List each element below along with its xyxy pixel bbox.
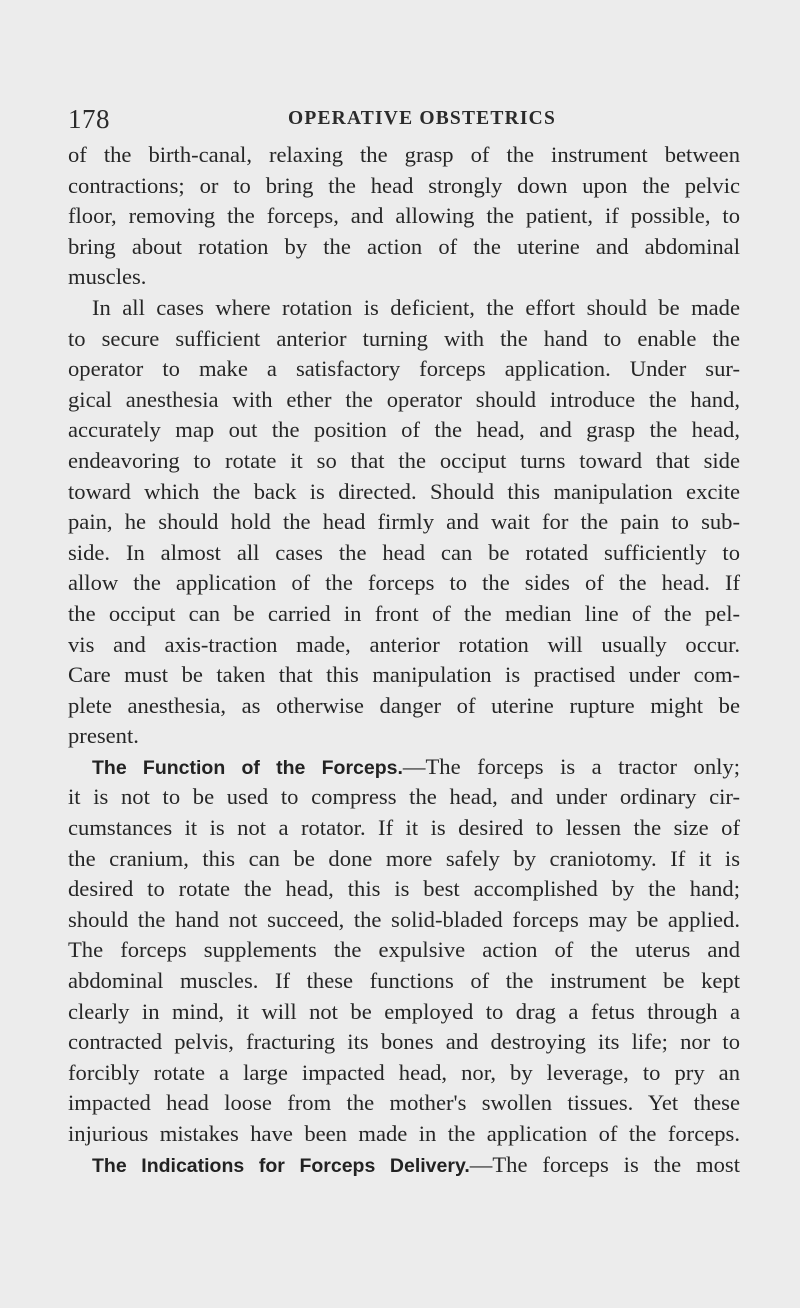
text-line xyxy=(68,324,740,355)
text-line xyxy=(68,262,740,293)
text-line xyxy=(68,293,740,324)
text-line xyxy=(68,354,740,385)
text-line xyxy=(68,1027,740,1058)
line-text: contracted pelvis, fracturing its bones and destroying its life; nor to xyxy=(68,1029,740,1055)
text-line xyxy=(68,935,740,966)
line-text: endeavoring to rotate it so that the occiput turns toward that side xyxy=(68,447,740,473)
line-text: should the hand not succeed, the solid-bladed forceps may be applied. xyxy=(68,906,740,932)
line-text: the occiput can be carried in front of the median line of the pel- xyxy=(68,600,740,626)
text-line xyxy=(68,568,740,599)
line-text: the cranium, this can be done more safely by craniotomy. If it is xyxy=(68,845,740,871)
line-text: forcibly rotate a large impacted head, nor, by leverage, to pry an xyxy=(68,1059,740,1085)
line-text: plete anesthesia, as otherwise danger of uterine rupture might be xyxy=(68,692,740,718)
section-heading: The Indications for Forceps Delivery. xyxy=(92,1154,470,1177)
line-text: vis and axis-traction made, anterior rotation will usually occur. xyxy=(68,631,740,657)
text-line xyxy=(68,446,740,477)
text-line xyxy=(68,385,740,416)
text-line xyxy=(68,1058,740,1089)
line-text: The forceps supplements the expulsive action of the uterus and xyxy=(68,937,740,963)
line-text: Care must be taken that this manipulation is practised under com- xyxy=(68,662,740,688)
line-text: to secure sufficient anterior turning with the hand to enable the xyxy=(68,325,740,351)
line-text: impacted head loose from the mother's swollen tissues. Yet these xyxy=(68,1090,740,1116)
text-line xyxy=(68,721,740,752)
line-text: present. xyxy=(68,723,139,749)
text-line xyxy=(68,660,740,691)
text-line xyxy=(68,1088,740,1119)
text-line xyxy=(68,1150,740,1181)
text-line xyxy=(68,782,740,813)
line-text: —The forceps is the most xyxy=(469,1151,740,1177)
line-text: it is not to be used to compress the head, and under ordinary cir- xyxy=(68,784,740,810)
line-text: clearly in mind, it will not be employed to drag a fetus through a xyxy=(68,998,740,1024)
text-line xyxy=(68,630,740,661)
text-line xyxy=(68,874,740,905)
text-line xyxy=(68,477,740,508)
page-number: 178 xyxy=(68,104,110,134)
text-line xyxy=(68,415,740,446)
line-text: toward which the back is directed. Should this manipulation excite xyxy=(68,478,740,504)
text-line xyxy=(68,1119,740,1150)
text-line xyxy=(68,171,740,202)
line-text: In all cases where rotation is deficient, the effort should be made xyxy=(92,294,740,320)
line-text: gical anesthesia with ether the operator should introduce the hand, xyxy=(68,386,740,412)
text-line xyxy=(68,201,740,232)
line-text: abdominal muscles. If these functions of the instrument be kept xyxy=(68,968,740,994)
text-line xyxy=(68,997,740,1028)
text-line xyxy=(68,232,740,263)
line-text: accurately map out the position of the head, and grasp the head, xyxy=(68,417,740,443)
line-text: cumstances it is not a rotator. If it is desired to lessen the size of xyxy=(68,815,740,841)
text-line xyxy=(68,905,740,936)
running-head: OPERATIVE OBSTETRICS xyxy=(288,108,556,129)
text-line xyxy=(68,140,740,171)
text-line xyxy=(68,844,740,875)
text-line xyxy=(68,813,740,844)
body-text xyxy=(68,140,740,1180)
text-line xyxy=(68,599,740,630)
line-text: desired to rotate the head, this is best accomplished by the hand; xyxy=(68,876,740,902)
line-text: floor, removing the forceps, and allowing the patient, if possible, to xyxy=(68,203,740,229)
line-text: contractions; or to bring the head strongly down upon the pelvic xyxy=(68,172,740,198)
section-heading: The Function of the Forceps. xyxy=(92,756,403,779)
line-text: —The forceps is a tractor only; xyxy=(402,753,740,779)
text-line xyxy=(68,538,740,569)
line-text: allow the application of the forceps to the sides of the head. If xyxy=(68,570,740,596)
text-line xyxy=(68,507,740,538)
line-text: muscles. xyxy=(68,264,147,290)
line-text: operator to make a satisfactory forceps application. Under sur- xyxy=(68,356,740,382)
line-text: bring about rotation by the action of the uterine and abdominal xyxy=(68,233,740,259)
line-text: of the birth-canal, relaxing the grasp of the instrument between xyxy=(68,142,740,167)
text-line xyxy=(68,966,740,997)
text-line xyxy=(68,691,740,722)
line-text: injurious mistakes have been made in the application of the forceps. xyxy=(68,1121,740,1146)
page-header xyxy=(68,104,738,134)
line-text: side. In almost all cases the head can be rotated sufficiently to xyxy=(68,539,740,565)
line-text: pain, he should hold the head firmly and wait for the pain to sub- xyxy=(68,509,740,535)
text-line xyxy=(68,752,740,783)
